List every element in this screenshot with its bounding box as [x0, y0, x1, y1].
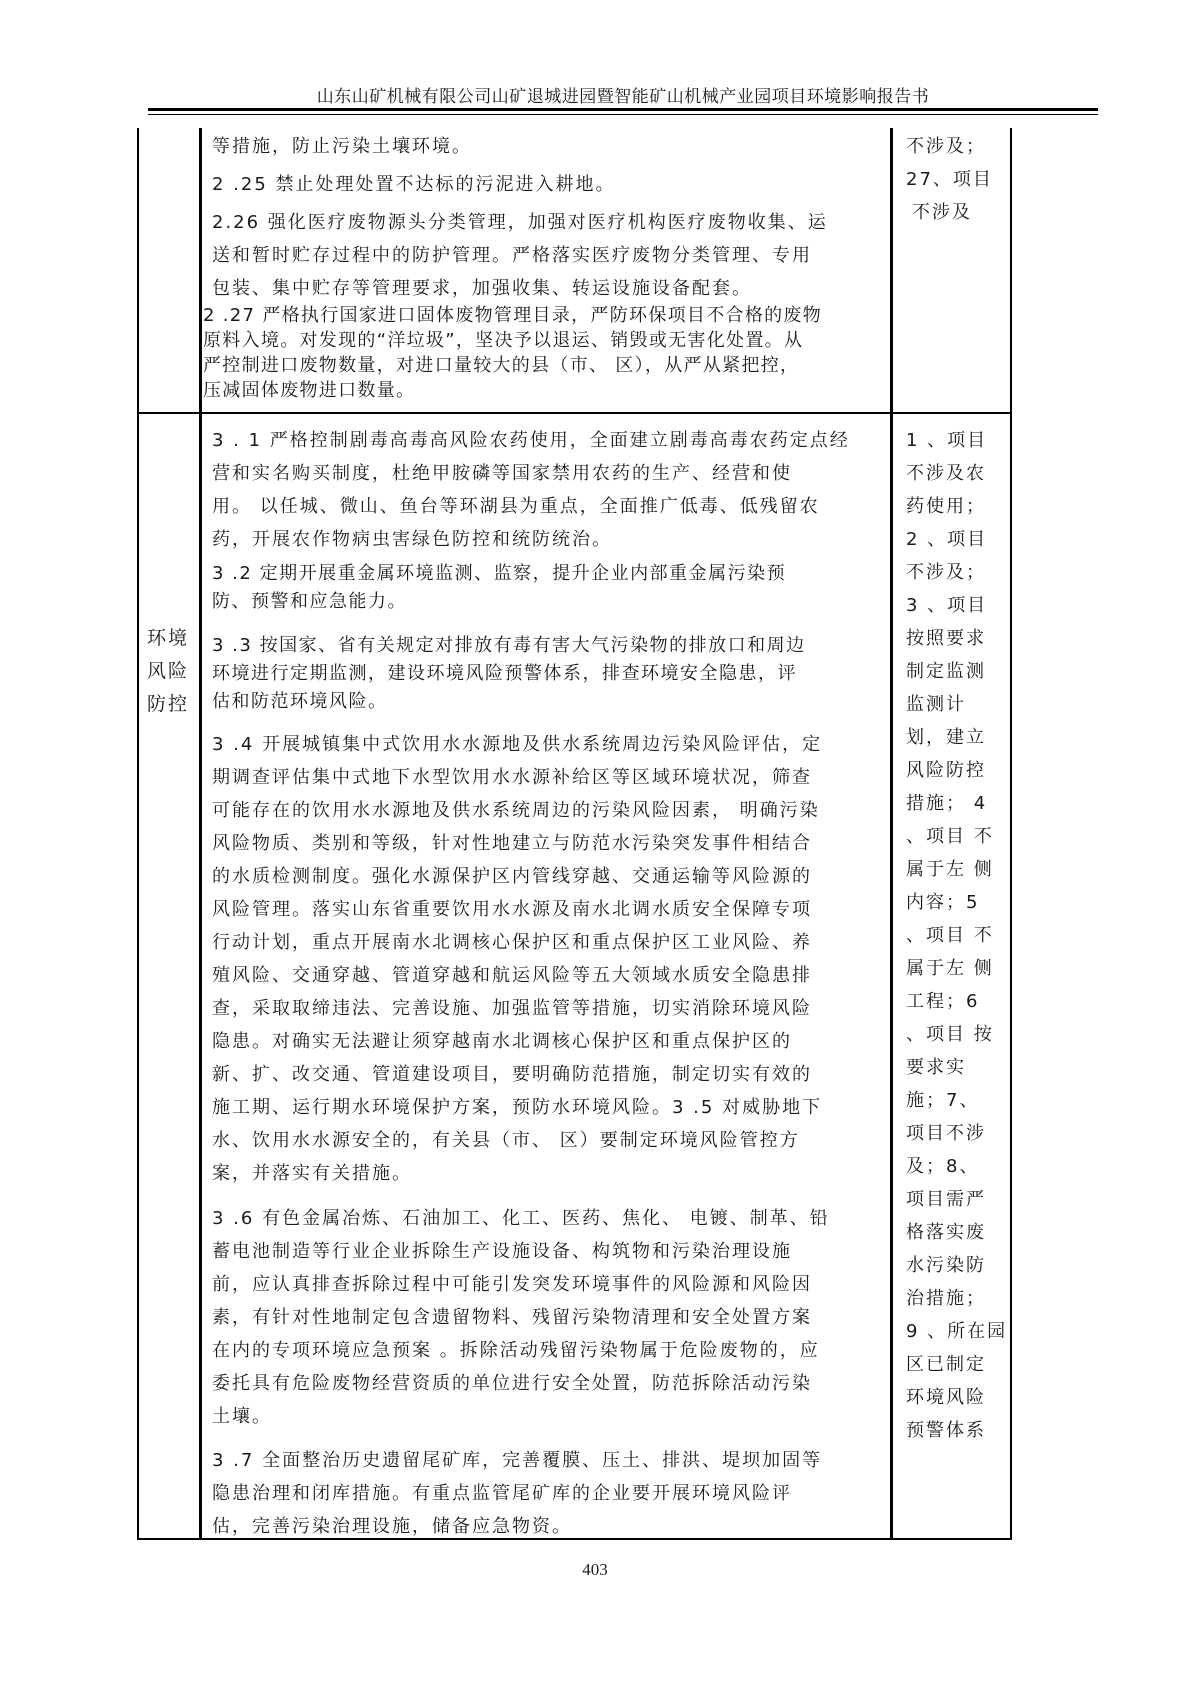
remark-line: 不涉及农	[906, 463, 986, 484]
remark-line: 要求实	[906, 1057, 966, 1078]
text-line: 土壤。	[212, 1406, 272, 1427]
table-row-divider	[137, 412, 1012, 414]
text-line: 等措施，防止污染土壤环境。	[212, 136, 472, 157]
row1-paragraph	[212, 206, 828, 305]
text-line: 水、饮用水水源安全的，有关县（市、 区）要制定环境风险管控方	[212, 1130, 800, 1151]
remark-line: 施；7、	[906, 1090, 980, 1111]
remark-line: 1 、项目	[906, 430, 988, 451]
remark-line: 区已制定	[906, 1354, 986, 1375]
row2-remark	[906, 424, 1007, 1447]
text-line: 可能存在的饮用水水源地及供水系统周边的污染风险因素， 明确污染	[212, 800, 820, 821]
text-line: 3 .7 全面整治历史遗留尾矿库，完善覆膜、压土、排洪、堤坝加固等	[212, 1450, 823, 1471]
row2-paragraph	[212, 560, 786, 616]
text-line: 包装、集中贮存等管理要求，加强收集、转运设施设备配套。	[212, 278, 752, 299]
text-line: 环境进行定期监测，建设环境风险预警体系，排查环境安全隐患，评	[212, 663, 797, 684]
text-line: 2 .25 禁止处理处置不达标的污泥进入耕地。	[212, 174, 616, 195]
text-line: 压减固体废物进口数量。	[203, 380, 416, 401]
text-line: 在内的专项环境应急预案 。拆除活动残留污染物属于危险废物的，应	[212, 1340, 820, 1361]
remark-line: 3 、项目	[906, 595, 988, 616]
text-line: 2.26 强化医疗废物源头分类管理，加强对医疗机构医疗废物收集、运	[212, 212, 828, 233]
table-right-border	[1010, 128, 1012, 1540]
remark-line: 不涉及；	[906, 562, 986, 583]
text-line: 3 . 1 严格控制剧毒高毒高风险农药使用，全面建立剧毒高毒农药定点经	[212, 430, 850, 451]
remark-line: 内容；5	[906, 892, 980, 913]
remark-line: 药使用；	[906, 496, 986, 517]
remark-line: 项目需严	[906, 1189, 986, 1210]
remark-line: 2 、项目	[906, 529, 988, 550]
category-line: 环境	[146, 627, 189, 649]
remark-line: 及；8、	[906, 1156, 980, 1177]
text-line: 用。 以任城、微山、鱼台等环湖县为重点，全面推广低毒、低残留农	[212, 496, 820, 517]
text-line: 素，有针对性地制定包含遗留物料、残留污染物清理和安全处置方案	[212, 1307, 812, 1328]
text-line: 案，并落实有关措施。	[212, 1163, 412, 1184]
table-left-border	[137, 128, 139, 1540]
remark-line: 、项目 不	[906, 826, 994, 847]
row2-category	[138, 622, 198, 721]
remark-line: 不涉及；	[906, 136, 986, 157]
row2-paragraph	[212, 424, 850, 556]
header-rule-thick	[148, 108, 1098, 111]
remark-line: 划，建立	[906, 727, 986, 748]
text-line: 隐患治理和闭库措施。有重点监管尾矿库的企业要开展环境风险评	[212, 1483, 792, 1504]
category-line: 风险	[146, 660, 189, 682]
remark-line: 环境风险	[906, 1387, 986, 1408]
remark-line: 项目不涉	[906, 1123, 986, 1144]
row1-paragraph	[203, 303, 822, 403]
remark-line: 属于左 侧	[906, 958, 994, 979]
text-line: 估，完善污染治理设施，储备应急物资。	[212, 1516, 572, 1537]
text-line: 风险管理。落实山东省重要饮用水水源及南水北调水质安全保障专项	[212, 899, 812, 920]
text-line: 严控制进口废物数量，对进口量较大的县（市、 区），从严从紧把控，	[203, 355, 800, 376]
remark-line: 不涉及	[912, 202, 972, 223]
text-line: 2 .27 严格执行国家进口固体废物管理目录，严防环保项目不合格的废物	[203, 305, 823, 326]
remark-line: 、项目 不	[906, 925, 994, 946]
remark-line: 风险防控	[906, 760, 986, 781]
remark-line: 监测计	[906, 694, 966, 715]
text-line: 原料入境。对发现的“洋垃圾”，坚决予以退运、销毁或无害化处置。从	[203, 330, 804, 351]
remark-line: 属于左 侧	[906, 859, 994, 880]
text-line: 的水质检测制度。强化水源保护区内管线穿越、交通运输等风险源的	[212, 866, 812, 887]
category-line: 防控	[146, 693, 189, 715]
page-number: 403	[582, 1560, 608, 1579]
row2-paragraph	[212, 1444, 822, 1543]
text-line: 蓄电池制造等行业企业拆除生产设施设备、构筑物和污染治理设施	[212, 1241, 792, 1262]
remark-line: 预警体系	[906, 1420, 986, 1441]
remark-line: 格落实废	[906, 1222, 986, 1243]
row1-paragraph	[212, 130, 472, 163]
table-col-divider-1b	[201, 128, 202, 1540]
table-col-divider-2b	[892, 128, 893, 1540]
text-line: 防、预警和应急能力。	[212, 591, 407, 612]
text-line: 隐患。对确实无法避让须穿越南水北调核心保护区和重点保护区的	[212, 1031, 792, 1052]
text-line: 营和实名购买制度，杜绝甲胺磷等国家禁用农药的生产、经营和使	[212, 463, 792, 484]
text-line: 行动计划，重点开展南水北调核心保护区和重点保护区工业风险、养	[212, 932, 812, 953]
row2-paragraph	[212, 728, 822, 1190]
text-line: 3 .6 有色金属冶炼、石油加工、化工、医药、焦化、 电镀、制革、铅	[212, 1208, 830, 1229]
text-line: 3 .2 定期开展重金属环境监测、监察，提升企业内部重金属污染预	[212, 563, 787, 584]
row1-paragraph	[212, 168, 616, 201]
remark-line: 、项目 按	[906, 1024, 994, 1045]
remark-line: 9 、所在园	[906, 1321, 1008, 1342]
document-header: 山东山矿机械有限公司山矿退城进园暨智能矿山机械产业园项目环境影响报告书	[316, 87, 930, 107]
remark-line: 措施； 4	[906, 793, 988, 814]
text-line: 委托具有危险废物经营资质的单位进行安全处置，防范拆除活动污染	[212, 1373, 812, 1394]
text-line: 殖风险、交通穿越、管道穿越和航运风险等五大领域水质安全隐患排	[212, 965, 812, 986]
text-line: 新、扩、改交通、管道建设项目，要明确防范措施，制定切实有效的	[212, 1064, 812, 1085]
remark-line: 工程；6	[906, 991, 980, 1012]
text-line: 送和暂时贮存过程中的防护管理。严格落实医疗废物分类管理、专用	[212, 245, 812, 266]
text-line: 估和防范环境风险。	[212, 691, 388, 712]
text-line: 3 .3 按国家、省有关规定对排放有毒有害大气污染物的排放口和周边	[212, 635, 806, 656]
remark-line: 治措施；	[906, 1288, 986, 1309]
text-line: 3 .4 开展城镇集中式饮用水水源地及供水系统周边污染风险评估，定	[212, 734, 823, 755]
text-line: 查，采取取缔违法、完善设施、加强监管等措施，切实消除环境风险	[212, 998, 812, 1019]
text-line: 期调查评估集中式地下水型饮用水水源补给区等区域环境状况，筛查	[212, 767, 812, 788]
row2-paragraph	[212, 1202, 830, 1433]
remark-line: 按照要求	[906, 628, 986, 649]
row1-remark	[906, 130, 993, 229]
text-line: 风险物质、类别和等级，针对性地建立与防范水污染突发事件相结合	[212, 833, 812, 854]
remark-line: 水污染防	[906, 1255, 986, 1276]
remark-line: 制定监测	[906, 661, 986, 682]
text-line: 前，应认真排查拆除过程中可能引发突发环境事件的风险源和风险因	[212, 1274, 812, 1295]
header-rule-thin	[148, 114, 1098, 115]
text-line: 施工期、运行期水环境保护方案，预防水环境风险。3 .5 对威胁地下	[212, 1097, 823, 1118]
row2-paragraph	[212, 632, 806, 716]
remark-line: 27、项目	[906, 169, 993, 190]
text-line: 药，开展农作物病虫害绿色防控和统防统治。	[212, 529, 612, 550]
